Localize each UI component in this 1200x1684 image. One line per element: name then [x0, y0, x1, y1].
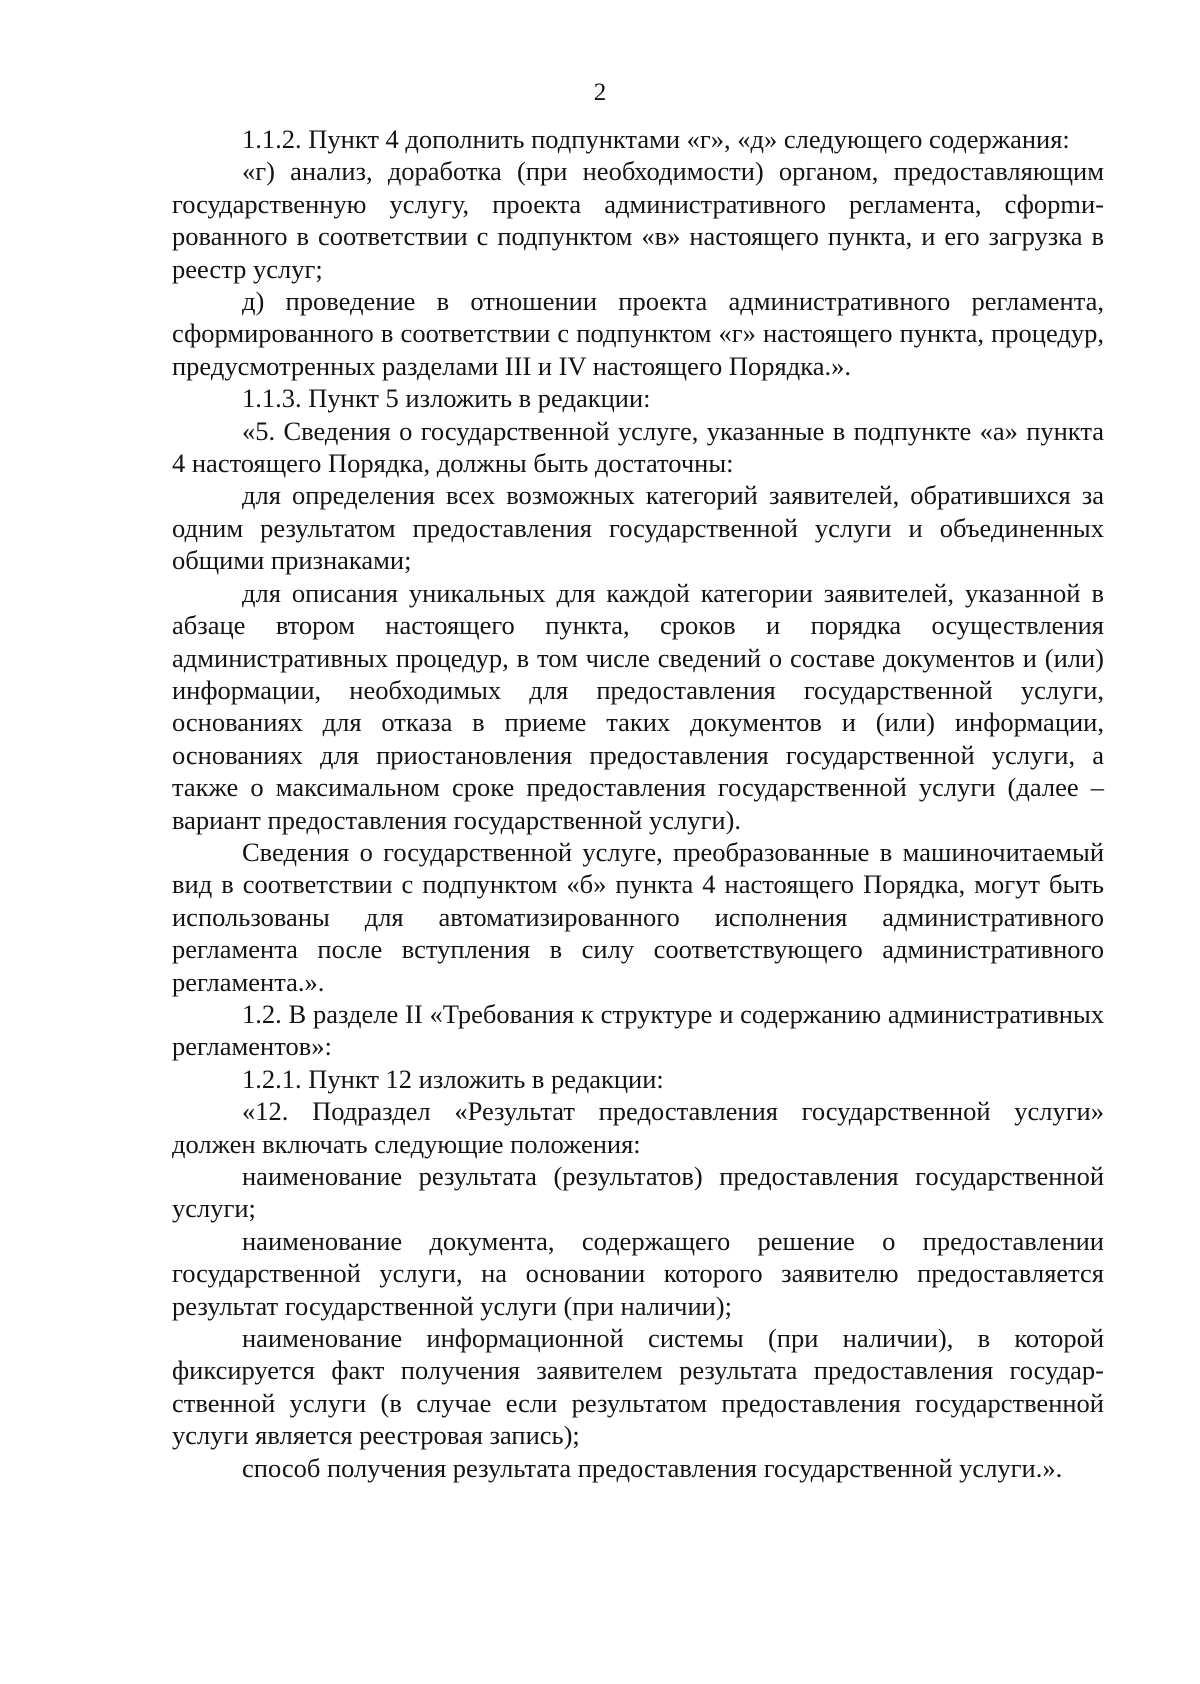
paragraph-subpoint-d: д) проведение в отношении проекта административного регламента, сформированного в соответствии с подпунктом «г» настоящего пункта, процедур, предусмотренных разделами III и IV настоящего Порядка.». [172, 286, 1104, 381]
paragraph-document-name: наименование документа, содержащего решение о предоставлении государственной услуги, на основании которого заявителю предоставляется результат государственной услуги (при наличии); [172, 1225, 1104, 1321]
paragraph-categories: для определения всех возможных категорий заявителей, обратившихся за одним результатом предоставления государственной услуги и объединенных общими признаками; [172, 480, 1104, 576]
paragraph-point-5: «5. Сведения о государственной услуге, указанные в подпункте «а» пункта 4 настоящего Порядка, должны быть достаточны: [172, 415, 1104, 479]
paragraph-1-2: 1.2. В разделе II «Требования к структуре и содержанию административных регламентов»: [172, 998, 1104, 1062]
paragraph-1-2-1: 1.2.1. Пункт 12 изложить в редакции: [242, 1063, 664, 1094]
document-body [172, 123, 1104, 1484]
paragraph-1-1-3: 1.1.3. Пункт 5 изложить в редакции: [242, 383, 651, 414]
paragraph-description: для описания уникальных для каждой категории заявителей, указанной в абзаце втором настоящего пункта, сроков и порядка осуществления административных процедур, в том числе сведений о составе документов и (или) информации, необходимых для предоставления государственной услуги, основаниях для отказа в приеме таких документов и (или) информации, основаниях для приостановления предоставления государственной услуги, а также о максимальном сроке предоставления государственной услуги (далее – вариант предоставления государственной услуги). [172, 577, 1104, 835]
paragraph-subpoint-g: «г) анализ, доработка (при необходимости) органом, предоставляющим государственную услугу, проекта административного регламента, сфорmированного в соответствии с подпунктом «в» настоящего пункта, и его загрузка в реестр услуг; [172, 156, 1104, 284]
paragraph-point-12: «12. Подраздел «Результат предоставления государственной услуги» должен включать следующие положения: [172, 1096, 1104, 1159]
paragraph-machine-readable: Сведения о государственной услуге, преобразованные в машиночитаемый вид в соответствии с подпунктом «б» пункта 4 настоящего Порядка, могут быть использованы для автоматизированного исполнения административного регламента после вступления в силу соответствующего административного регламента.». [172, 836, 1104, 997]
paragraph-result-name: наименование результата (результатов) предоставления государственной услуги; [172, 1161, 1104, 1224]
paragraph-1-1-2: 1.1.2. Пункт 4 дополнить подпунктами «г», «д» следующего содержания: [242, 124, 1070, 154]
paragraph-result-method: способ получения результата предоставления государственной услуги.». [242, 1452, 1063, 1483]
paragraph-information-system: наименование информационной системы (при наличии), в которой фиксируется факт получения заявителем результата предоставления государственной услуги (в случае если результатом предоставления государственной услуги является реестровая запись); [172, 1323, 1104, 1451]
page-number: 2 [593, 79, 607, 106]
